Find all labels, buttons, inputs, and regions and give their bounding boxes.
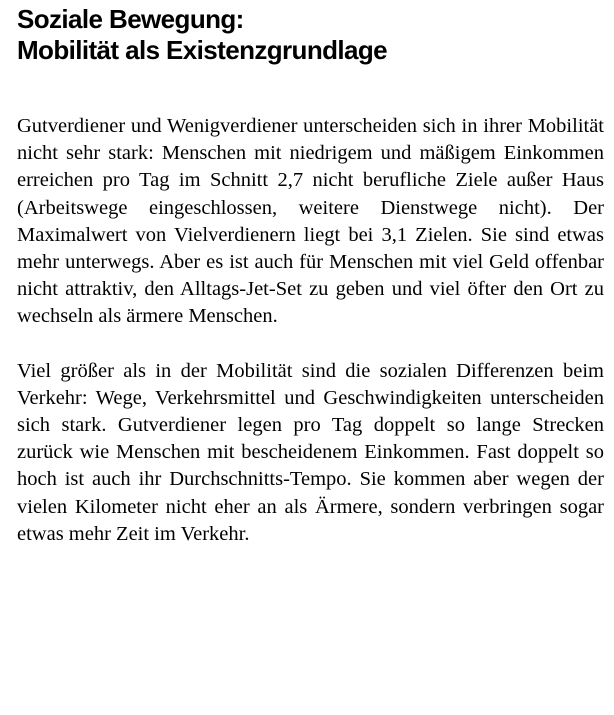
title-line-2: Mobilität als Existenzgrundlage	[17, 35, 388, 65]
body-text	[17, 113, 604, 548]
title-line-1: Soziale Bewegung:	[17, 4, 244, 34]
paragraph-1: Gutverdiener und Wenigverdiener unterscheiden sich in ihrer Mobilität nicht sehr stark: Menschen mit niedrigem und mäßigem Einkommen erreichen pro Tag im Schnitt 2,7 nicht berufliche Ziele außer Haus (Arbeitswege eingeschlossen, weitere Dienstwege nicht). Der Maximalwert von Vielverdienern liegt bei 3,1 Zielen. Sie sind etwas mehr unterwegs. Aber es ist auch für Menschen mit viel Geld offenbar nicht attraktiv, den Alltags-Jet-Set zu geben und viel öfter den Ort zu wechseln als ärmere Menschen.	[17, 115, 604, 328]
page-title	[17, 4, 607, 66]
paragraph-2: Viel größer als in der Mobilität sind die sozialen Differenzen beim Verkehr: Wege, Verkehrsmittel und Geschwindigkeiten unterscheiden sich stark. Gutverdiener legen pro Tag doppelt so lange Strecken zurück wie Menschen mit bescheidenem Einkommen. Fast doppelt so hoch ist auch ihr Durchschnitts-Tempo. Sie kommen aber wegen der vielen Kilometer nicht eher an als Ärmere, sondern verbringen sogar etwas mehr Zeit im Verkehr.	[17, 359, 604, 545]
